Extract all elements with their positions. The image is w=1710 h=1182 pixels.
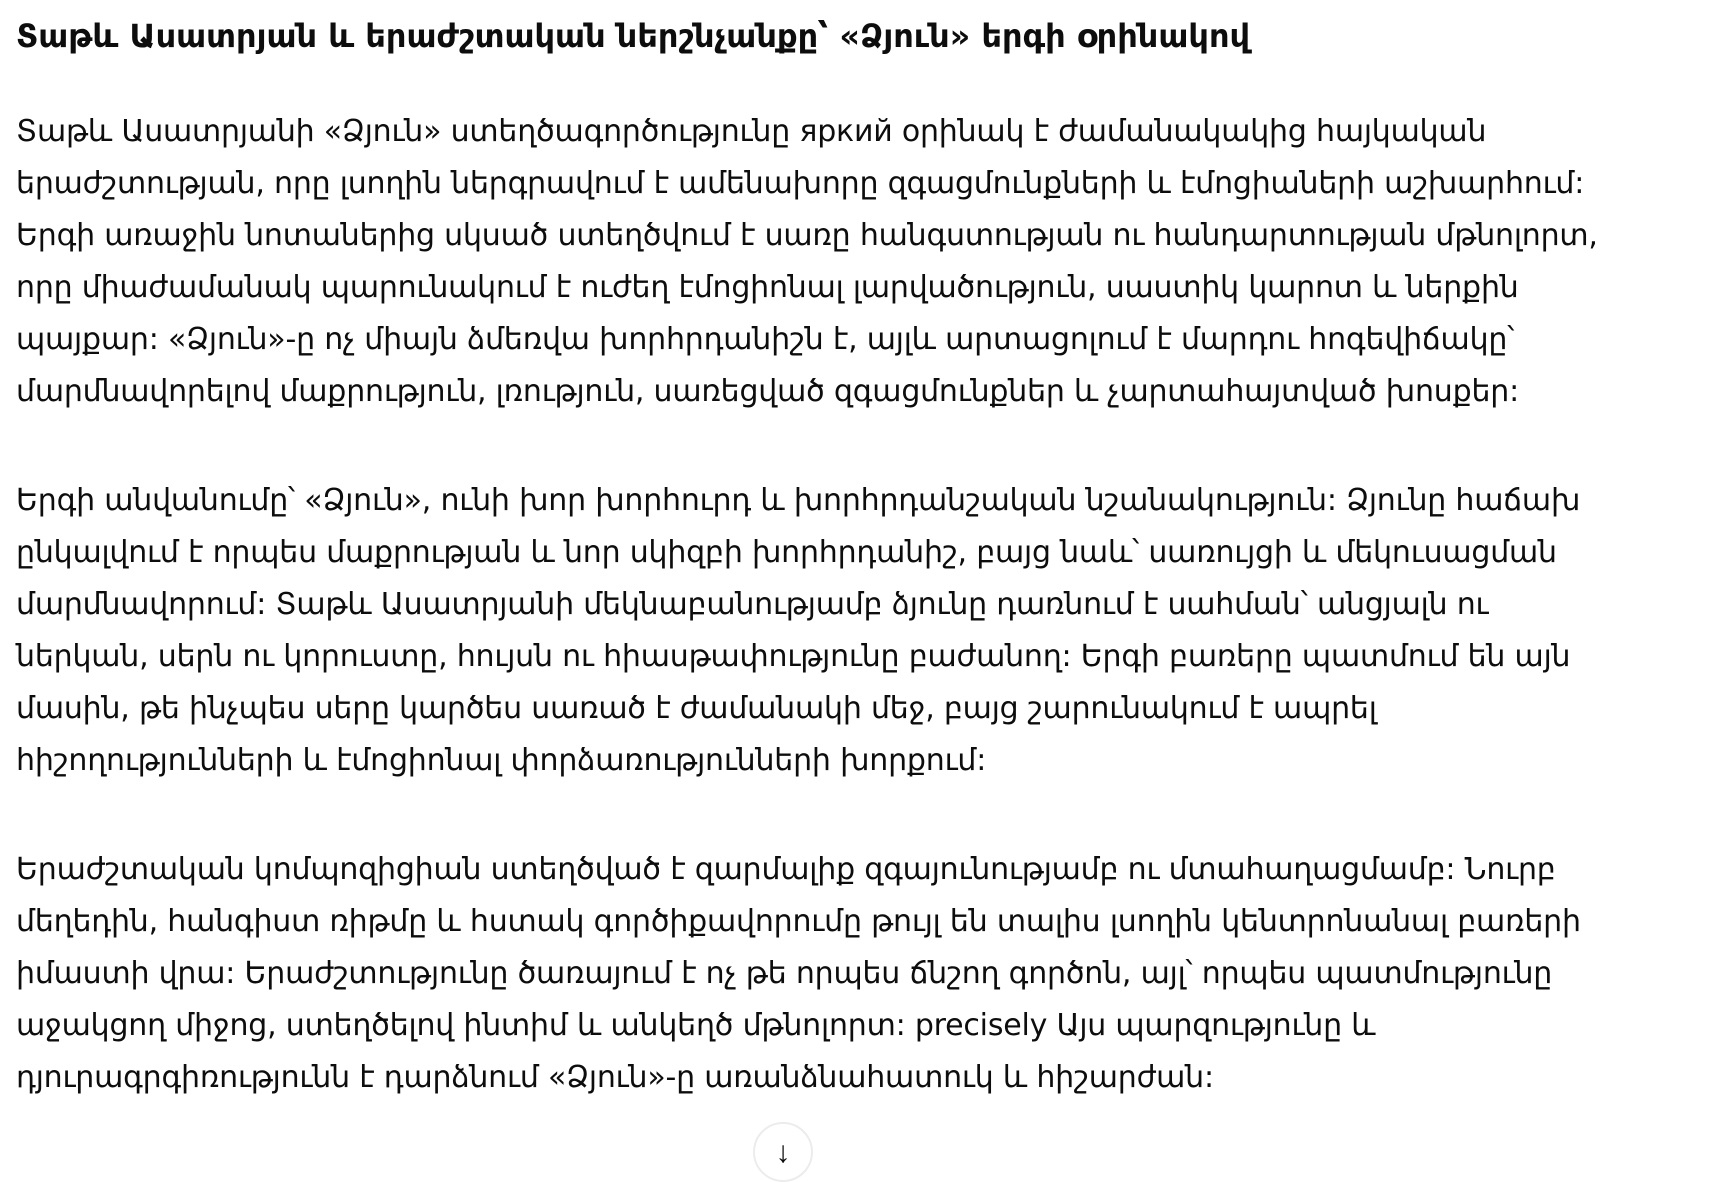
text-line: մարմնավորելով մաքրություն, լռություն, սառեցված զգացմունքներ և չարտահայտված խոսքեր:	[16, 374, 1520, 409]
arrow-down-icon: ↓	[775, 1136, 791, 1169]
paragraph	[16, 844, 1581, 1104]
text-line: Երաժշտական կոմպոզիցիան ստեղծված է զարմալիք զգայունությամբ ու մտահաղացմամբ: Նուրբ	[16, 852, 1556, 887]
text-line: երաժշտության, որը լսողին ներգրավում է ամենախորը զգացմունքների և էմոցիաների աշխարհում:	[16, 166, 1585, 201]
text-line: պայքար: «Ձյուն»-ը ոչ միայն ձմեռվա խորհրդանիշն է, այլև արտացոլում է մարդու հոգեվիճակը՝	[16, 322, 1515, 357]
page-title: Տաթև Ասատրյան և երաժշտական ներշնչանքը՝ «Ձյուն» երգի օրինակով	[16, 17, 1251, 55]
text-line: մարմնավորում: Տաթև Ասատրյանի մեկնաբանությամբ ձյունը դառնում է սահման՝ անցյալն ու	[16, 587, 1489, 622]
text-line: Տաթև Ասատրյանի «Ձյուն» ստեղծագործությունը яркий օրինակ է ժամանակակից հայկական	[16, 114, 1487, 149]
text-line: ներկան, սերն ու կորուստը, հույսն ու հիասթափությունը բաժանող: Երգի բառերը պատմում են այն	[16, 639, 1571, 674]
text-line: մասին, թե ինչպես սերը կարծես սառած է ժամանակի մեջ, բայց շարունակում է ապրել	[16, 691, 1377, 726]
text-line: հիշողությունների և էմոցիոնալ փորձառությունների խորքում:	[16, 743, 987, 778]
text-line: Երգի անվանումը՝ «Ձյուն», ունի խոր խորհուրդ և խորհրդանշական նշանակություն: Ձյունը հաճախ	[16, 483, 1581, 518]
text-line: մեղեդին, հանգիստ ռիթմը և հստակ գործիքավորումը թույլ են տալիս լսողին կենտրոնանալ բառերի	[16, 904, 1581, 939]
paragraph	[16, 475, 1581, 787]
text-line: աջակցող միջոց, ստեղծելով ինտիմ և անկեղծ մթնոլորտ: precisely Այս պարզությունը և	[16, 1008, 1376, 1043]
paragraph	[16, 106, 1598, 418]
text-line: դյուրագրգիռությունն է դարձնում «Ձյուն»-ը առանձնահատուկ և հիշարժան:	[16, 1060, 1214, 1095]
scroll-to-bottom-button[interactable]	[753, 1122, 813, 1182]
text-line: Երգի առաջին նոտաներից սկսած ստեղծվում է սառը հանգստության ու հանդարտության մթնոլորտ,	[16, 218, 1598, 253]
text-line: ընկալվում է որպես մաքրության և նոր սկիզբի խորհրդանիշ, բայց նաև՝ սառույցի և մեկուսացման	[16, 535, 1557, 570]
text-line: իմաստի վրա: Երաժշտությունը ծառայում է ոչ թե որպես ճնշող գործոն, այլ՝ որպես պատմությունը	[16, 956, 1553, 991]
text-line: որը միաժամանակ պարունակում է ուժեղ էմոցիոնալ լարվածություն, սաստիկ կարոտ և ներքին	[16, 270, 1519, 305]
